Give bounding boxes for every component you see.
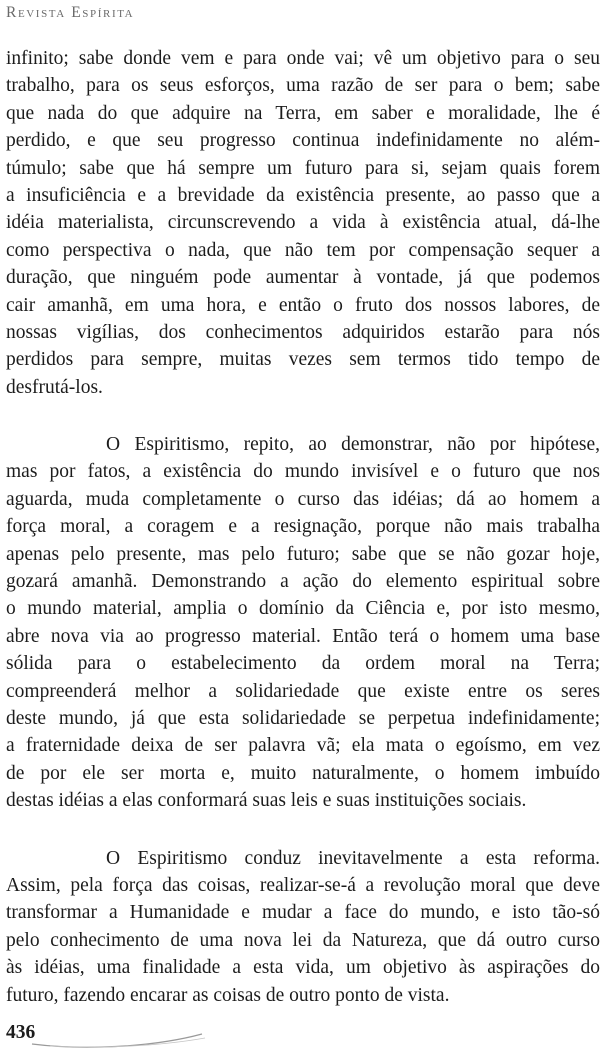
text-line: duração, que ninguém pode aumentar à vontade, já que podemos <box>6 267 600 289</box>
text-line: compreenderá melhor a solidariedade que existe entre os seres <box>6 680 600 702</box>
text-line: às idéias, uma finalidade a esta vida, um objetivo às aspirações do <box>6 957 600 979</box>
text-line: apenas pelo presente, mas pelo futuro; sabe que se não gozar hoje, <box>6 543 600 565</box>
paragraph-3 <box>6 845 600 1009</box>
text-line: de por ele ser morta e, muito naturalmente, o homem imbuído <box>6 762 600 784</box>
text-line: abre nova via ao progresso material. Então terá o homem uma base <box>6 625 600 647</box>
text-line: túmulo; sabe que há sempre um futuro para si, sejam quais forem <box>6 157 600 179</box>
text-line: aguarda, muda completamente o curso das idéias; dá ao homem a <box>6 488 600 510</box>
text-line: O Espiritismo conduz inevitavelmente a esta reforma. <box>106 847 600 869</box>
text-line: a fraternidade deixa de ser palavra vã; ela mata o egoísmo, em vez <box>6 735 600 757</box>
text-line: desfrutá-los. <box>6 376 103 398</box>
text-line: O Espiritismo, repito, ao demonstrar, não por hipótese, <box>106 434 600 456</box>
paragraph-1 <box>6 45 600 401</box>
text-line: perdido, e que seu progresso continua indefinidamente no além- <box>6 130 600 152</box>
text-line: sólida para o estabelecimento da ordem moral na Terra; <box>6 653 600 675</box>
decorative-swoosh <box>30 1026 210 1050</box>
page-number: 436 <box>6 1022 36 1043</box>
text-line: que nada do que adquire na Terra, em saber e moralidade, lhe é <box>6 102 600 124</box>
text-line: Assim, pela força das coisas, realizar-se-á a revolução moral que deve <box>6 874 600 896</box>
text-line: deste mundo, já que esta solidariedade se perpetua indefinidamente; <box>6 707 600 729</box>
text-line: transformar a Humanidade e mudar a face do mundo, e isto tão-só <box>6 902 600 924</box>
body-text <box>6 45 600 1009</box>
text-line: força moral, a coragem e a resignação, porque não mais trabalha <box>6 516 600 538</box>
text-line: mas por fatos, a existência do mundo invisível e o futuro que nos <box>6 461 600 483</box>
text-line: perdidos para sempre, muitas vezes sem termos tido tempo de <box>6 349 600 371</box>
text-line: destas idéias a elas conformará suas leis e suas instituições sociais. <box>6 790 527 812</box>
text-line: infinito; sabe donde vem e para onde vai; vê um objetivo para o seu <box>6 48 600 69</box>
text-line: pelo conhecimento de uma nova lei da Natureza, que dá outro curso <box>6 929 600 951</box>
text-line: futuro, fazendo encarar as coisas de outro ponto de vista. <box>6 984 450 1006</box>
text-line: o mundo material, amplia o domínio da Ciência e, por isto mesmo, <box>6 598 600 620</box>
text-line: idéia materialista, circunscrevendo a vida à existência atual, dá-lhe <box>6 212 600 234</box>
paragraph-2 <box>6 431 600 814</box>
text-line: gozará amanhã. Demonstrando a ação do elemento espiritual sobre <box>6 571 600 593</box>
text-line: trabalho, para os seus esforços, uma razão de ser para o bem; sabe <box>6 75 600 97</box>
text-line: como perspectiva o nada, que não tem por compensação sequer a <box>6 239 600 261</box>
running-header: Revista Espírita <box>6 4 135 21</box>
text-line: cair amanhã, em uma hora, e então o fruto dos nossos labores, de <box>6 294 600 316</box>
text-line: a insuficiência e a brevidade da existência presente, ao passo que a <box>6 184 600 206</box>
text-line: nossas vigílias, dos conhecimentos adquiridos estarão para nós <box>6 321 600 343</box>
